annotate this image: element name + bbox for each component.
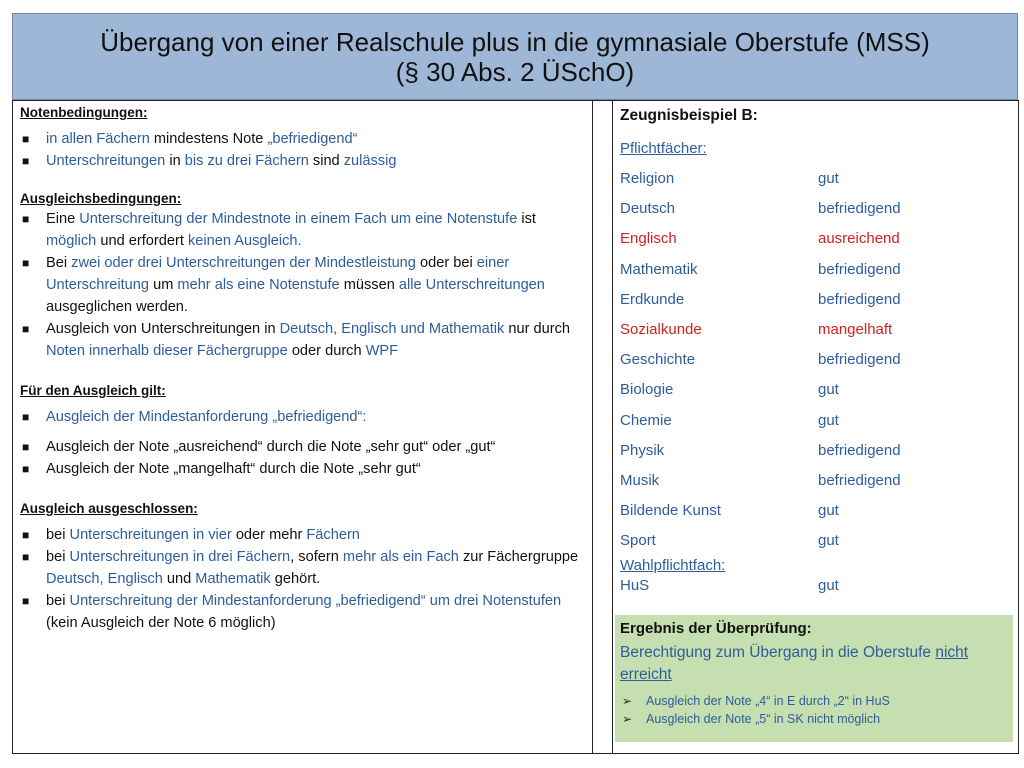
- subject-name: Geschichte: [620, 351, 696, 369]
- subject-name: Religion: [620, 170, 675, 187]
- subject-row: [620, 466, 1010, 496]
- subject-grade: gut: [818, 502, 839, 520]
- bullet-icon: ■: [22, 322, 30, 336]
- result-box: [615, 615, 1013, 742]
- bullet-icon: ■: [22, 132, 30, 146]
- bullet-icon: ■: [22, 256, 30, 270]
- list-ausgleich-gilt: [20, 406, 588, 480]
- page-title: Übergang von einer Realschule plus in die gymnasiale Oberstufe (MSS): [100, 27, 930, 57]
- subject-name: Sozialkunde: [620, 320, 702, 338]
- subject-name: Deutsch: [620, 200, 676, 218]
- subject-name: Mathematik: [620, 260, 698, 278]
- subject-name: Erdkunde: [620, 290, 685, 308]
- subject-row: [620, 436, 1010, 466]
- wahlpflicht-grade: gut: [818, 577, 839, 595]
- subject-name: Englisch: [620, 230, 677, 248]
- bullet-icon: ■: [22, 528, 30, 542]
- subject-grade: mangelhaft: [818, 320, 893, 338]
- subject-row: [620, 224, 1010, 254]
- list-item: ■ Ausgleich der Note „mangelhaft“ durch die Note „sehr gut“: [20, 458, 588, 480]
- rules-column: [20, 104, 588, 634]
- subject-name: Bildende Kunst: [620, 502, 721, 520]
- section-title-ausgeschlossen: Ausgleich ausgeschlossen:: [20, 501, 198, 516]
- column-divider-2: [612, 100, 613, 754]
- bullet-icon: ■: [22, 594, 30, 608]
- subject-row: [620, 255, 1010, 285]
- subject-grade: befriedigend: [818, 351, 901, 369]
- list-ausgleichsbedingungen: [20, 208, 588, 362]
- example-title: Zeugnisbeispiel B:: [620, 107, 758, 124]
- bullet-icon: ■: [22, 462, 30, 476]
- bullet-icon: ■: [22, 550, 30, 564]
- subject-name: Musik: [620, 471, 660, 489]
- subject-row: [620, 526, 1010, 556]
- subject-row: [620, 496, 1010, 526]
- subject-grade: befriedigend: [818, 441, 901, 459]
- subject-grade: gut: [818, 411, 839, 429]
- subject-row: [620, 345, 1010, 375]
- result-list: [620, 692, 1008, 728]
- section-title-ausgleichsbedingungen: Ausgleichsbedingungen:: [20, 191, 182, 206]
- list-notenbedingungen: [20, 128, 588, 172]
- subject-row: [620, 194, 1010, 224]
- subject-row: [620, 315, 1010, 345]
- section-title-ausgleich-gilt: Für den Ausgleich gilt:: [20, 383, 166, 398]
- subject-row: [620, 375, 1010, 405]
- list-item: ■ Bei zwei oder drei Unterschreitungen der Mindestleistung oder bei einer Unterschreitung um mehr als eine Notenstufe müssen alle Unterschreitungen ausgeglichen werden.: [20, 252, 588, 318]
- subject-grade-list: [620, 164, 1010, 556]
- list-item: ■ Ausgleich der Mindestanforderung „befriedigend“:: [20, 406, 588, 428]
- subject-name: Sport: [620, 532, 656, 550]
- pflicht-label: Pflichtfächer:: [620, 140, 707, 157]
- page-subtitle: (§ 30 Abs. 2 ÜSchO): [395, 57, 635, 87]
- subject-name: Physik: [620, 441, 665, 459]
- arrow-bullet-icon: ➢: [622, 694, 633, 708]
- bullet-icon: ■: [22, 154, 30, 168]
- section-title-notenbedingungen: Notenbedingungen:: [20, 105, 148, 120]
- list-item: ■ Ausgleich der Note „ausreichend“ durch die Note „sehr gut“ oder „gut“: [20, 436, 588, 458]
- wahlpflicht-row: [620, 576, 1010, 598]
- wahlpflicht-label: Wahlpflichtfach:: [620, 557, 726, 575]
- subject-grade: befriedigend: [818, 200, 901, 218]
- subject-name: Biologie: [620, 381, 674, 399]
- bullet-icon: ■: [22, 212, 30, 226]
- arrow-bullet-icon: ➢: [622, 712, 633, 726]
- wahlpflicht-subject: HuS: [620, 577, 650, 595]
- list-item: ■ bei Unterschreitung der Mindestanforderung „befriedigend“ um drei Notenstufen (kein Ausgleich der Note 6 möglich): [20, 590, 588, 634]
- example-column: [620, 104, 1010, 598]
- subject-row: [620, 164, 1010, 194]
- list-item: ■ bei Unterschreitungen in vier oder mehr Fächern: [20, 524, 588, 546]
- result-item: ➢ Ausgleich der Note „4“ in E durch „2“ in HuS: [622, 694, 890, 708]
- title-banner: [12, 13, 1018, 100]
- subject-grade: befriedigend: [818, 290, 901, 308]
- list-item: ■ Unterschreitungen in bis zu drei Fächern sind zulässig: [20, 150, 588, 172]
- list-item: ■ Eine Unterschreitung der Mindestnote in einem Fach um eine Notenstufe ist möglich und erfordert keinen Ausgleich.: [20, 208, 588, 252]
- subject-grade: gut: [818, 532, 839, 550]
- bullet-icon: ■: [22, 410, 30, 424]
- subject-grade: befriedigend: [818, 471, 901, 489]
- list-item: ■ Ausgleich von Unterschreitungen in Deutsch, Englisch und Mathematik nur durch Noten innerhalb dieser Fächergruppe oder durch WPF: [20, 318, 588, 362]
- subject-row: [620, 406, 1010, 436]
- subject-grade: ausreichend: [818, 230, 900, 248]
- subject-grade: gut: [818, 381, 839, 399]
- subject-row: [620, 285, 1010, 315]
- result-emphasis: nicht erreicht: [620, 644, 969, 683]
- column-divider-1: [592, 100, 593, 754]
- subject-grade: gut: [818, 170, 839, 187]
- result-title: Ergebnis der Überprüfung:: [620, 620, 812, 637]
- subject-grade: befriedigend: [818, 260, 901, 278]
- result-item: ➢ Ausgleich der Note „5“ in SK nicht möglich: [622, 712, 881, 726]
- result-text: Berechtigung zum Übergang in die Oberstufe nicht erreicht: [620, 644, 969, 683]
- subject-name: Chemie: [620, 411, 672, 429]
- bullet-icon: ■: [22, 440, 30, 454]
- list-item: ■ in allen Fächern mindestens Note „befriedigend“: [20, 128, 588, 150]
- list-item: ■ bei Unterschreitungen in drei Fächern, sofern mehr als ein Fach zur Fächergruppe Deutsch, Englisch und Mathematik gehört.: [20, 546, 588, 590]
- list-ausgeschlossen: [20, 524, 588, 634]
